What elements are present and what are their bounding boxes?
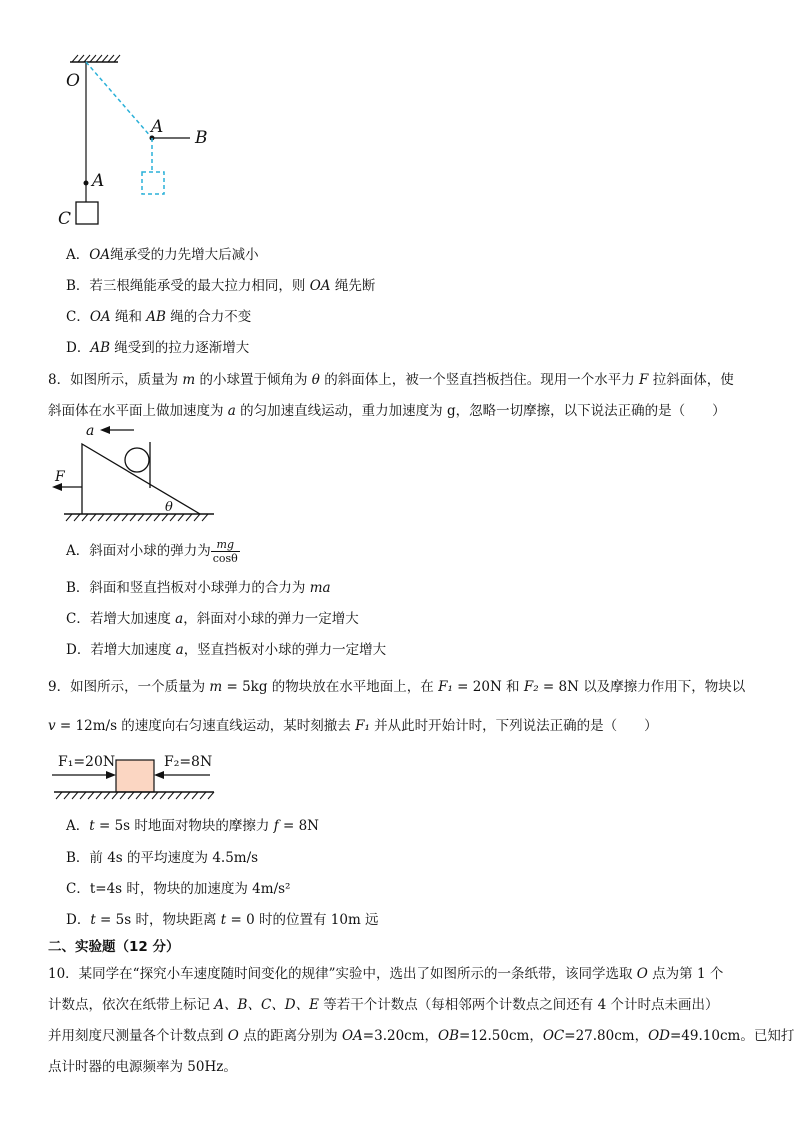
label-A-initial: A [92, 171, 105, 191]
label-F1: F₁=20N [58, 754, 116, 770]
q10-stem-line2: 计数点，依次在纸带上标记 A、B、C、D、E 等若干个计数点（每相邻两个计数点之间还有 4 个计时点未画出） [48, 997, 719, 1013]
q10-stem-line3: 并用刻度尺测量各个计数点到 O 点的距离分别为 OA=3.20cm，OB=12.50cm，OC=27.80cm，OD=49.10cm。已知打 [48, 1028, 794, 1044]
label-A-final: A [151, 117, 164, 137]
q7-figure [50, 52, 230, 232]
label-a: a [86, 423, 95, 439]
q10-stem-line4: 点计时器的电源频率为 50Hz。 [48, 1059, 237, 1075]
label-theta: θ [165, 500, 173, 515]
section-heading-experiment: 二、实验题（12 分） [48, 939, 180, 955]
label-F: F [55, 469, 65, 485]
label-O: O [66, 71, 80, 91]
q7-option-c: C．OA 绳和 AB 绳的合力不变 [66, 309, 252, 325]
q9-option-b: B．前 4s 的平均速度为 4.5m/s [66, 850, 259, 866]
q9-option-c: C．t=4s 时，物块的加速度为 4m/s² [66, 881, 291, 897]
q10-stem-line1: 10．某同学在“探究小车速度随时间变化的规律”实验中，选出了如图所示的一条纸带，该同学选取 O 点为第 1 个 [48, 966, 724, 982]
q8-option-b: B．斜面和竖直挡板对小球弹力的合力为 ma [66, 580, 331, 596]
q9-figure [50, 748, 230, 802]
block [116, 760, 154, 792]
q8-stem-line1: 8．如图所示，质量为 m 的小球置于倾角为 θ 的斜面体上，被一个竖直挡板挡住。现用一个水平力 F 拉斜面体，使 [48, 372, 734, 388]
q8-option-d: D．若增大加速度 a，竖直挡板对小球的弹力一定增大 [66, 642, 387, 658]
q9-stem-line2: v = 12m/s 的速度向右匀速直线运动，某时刻撤去 F₁ 并从此时开始计时，下列说法正确的是（ ） [48, 718, 658, 734]
q9-option-d: D．t = 5s 时，物块距离 t = 0 时的位置有 10m 远 [66, 912, 379, 928]
label-B: B [195, 128, 208, 148]
label-C: C [58, 209, 72, 229]
q8-stem-line2: 斜面体在水平面上做加速度为 a 的匀加速直线运动，重力加速度为 g，忽略一切摩擦，以下说法正确的是（ ） [48, 403, 726, 419]
q8-figure [48, 418, 228, 526]
q7-option-a: A．OA绳承受的力先增大后减小 [66, 247, 259, 263]
q9-stem-line1: 9．如图所示，一个质量为 m = 5kg 的物块放在水平地面上，在 F₁ = 20N 和 F₂ = 8N 以及摩擦力作用下，物块以 [48, 679, 746, 695]
fraction-mg-over-cos: $\frac{mg}{\cos\theta}$ [212, 538, 238, 565]
q8-option-a: A．斜面对小球的弹力为 $\frac{mg}{\cos\theta}$ [66, 538, 238, 565]
q9-option-a: A．t = 5s 时地面对物块的摩擦力 f = 8N [66, 818, 319, 834]
label-F2: F₂=8N [164, 754, 213, 770]
q8-option-c: C．若增大加速度 a，斜面对小球的弹力一定增大 [66, 611, 359, 627]
q7-option-b: B．若三根绳能承受的最大拉力相同，则 OA 绳先断 [66, 278, 376, 294]
q7-option-d: D．AB 绳受到的拉力逐渐增大 [66, 340, 250, 356]
